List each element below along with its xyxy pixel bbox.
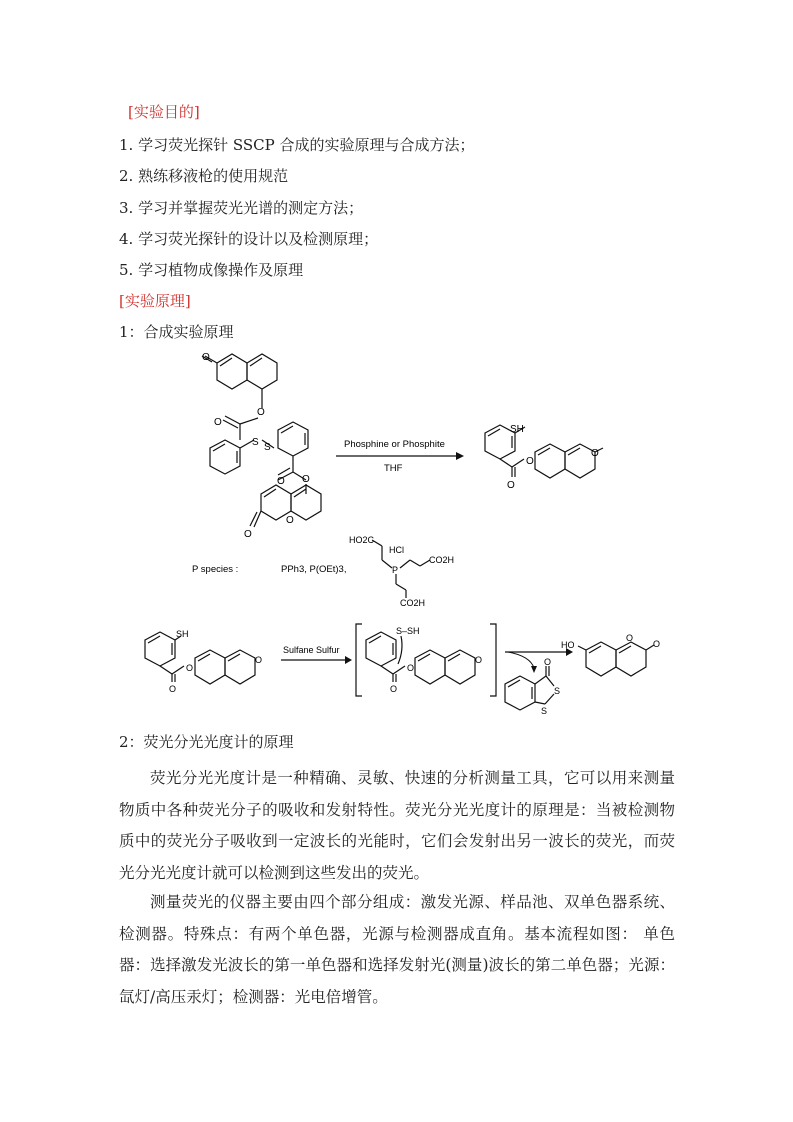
atom-o-4: O — [277, 476, 285, 487]
intermediate-structure — [366, 632, 475, 684]
reaction-arrowhead-2 — [345, 656, 352, 664]
tcep-p: P — [392, 565, 399, 575]
reagent-top: Phosphine or Phosphite — [344, 439, 445, 450]
intermediate-ssh: S–SH — [396, 626, 420, 636]
curved-arrow — [508, 652, 534, 668]
atom-o-3: O — [214, 417, 222, 428]
objective-item-4: 4. 学习荧光探针的设计以及检测原理； — [119, 230, 379, 248]
atom-o-6: O — [286, 515, 294, 526]
dimer-probe-structure — [202, 354, 321, 527]
hydroxycoumarin-structure — [578, 642, 654, 676]
objective-item-2: 2. 熟练移液枪的使用规范 — [119, 167, 289, 185]
scheme2-o-3: O — [255, 655, 263, 665]
tcep-co2h-right: CO2H — [429, 555, 455, 565]
objective-item-3: 3. 学习并掌握荧光光谱的测定方法； — [119, 199, 364, 217]
reaction-arrowhead-1 — [456, 452, 464, 460]
product-sscp-structure — [485, 425, 603, 478]
objective-item-5: 5. 学习植物成像操作及原理 — [119, 261, 304, 279]
bracket-left — [356, 624, 362, 696]
tcep-co2h-bottom: CO2H — [400, 598, 426, 608]
byproduct-structure — [505, 666, 554, 710]
atom-o-7: O — [244, 529, 252, 540]
atom-s-1: S — [252, 437, 259, 448]
synthesis-subheading: 1：合成实验原理 — [119, 323, 234, 341]
hydroxycoumarin-o-2: O — [653, 639, 661, 649]
byproduct-s-2: S — [541, 706, 548, 716]
scheme2-reactant — [145, 632, 255, 684]
paragraph-instrument-components: 测量荧光的仪器主要由四个部分组成：激发光源、样品池、双单色器系统、检测器。特殊点：有两个单色器，光源与检测器成直角。基本流程如图： 单色器：选择激发光波长的第一单色器和选择发射光(测量)波长的第二单色器；光源：氙灯/高压汞灯；检测器：光电倍增管。 — [119, 893, 675, 1006]
atom-o-1: O — [202, 352, 210, 363]
product-o-3: O — [591, 448, 599, 459]
product-o-2: O — [526, 456, 534, 467]
byproduct-s-1: S — [554, 686, 561, 696]
p-species-list: PPh3, P(OEt)3, — [281, 564, 347, 575]
tcep-hcl: HCl — [389, 545, 404, 555]
fluorometer-subheading: 2：荧光分光光度计的原理 — [119, 733, 294, 751]
intermediate-o-3: O — [475, 655, 483, 665]
curved-arrowhead — [531, 666, 537, 673]
objective-item-1: 1. 学习荧光探针 SSCP 合成的实验原理与合成方法； — [119, 136, 475, 154]
byproduct-o: O — [544, 657, 552, 667]
atom-o-5: O — [302, 474, 310, 485]
paragraph-fluorometer-principle: 荧光分光光度计是一种精确、灵敏、快速的分析测量工具，它可以用来测量物质中各种荧光分子的吸收和发射特性。荧光分光光度计的原理是：当被检测物质中的荧光分子吸收到一定波长的光能时，它们会发射出另一波长的荧光，而荧光分光光度计就可以检测到这些发出的荧光。 — [119, 769, 675, 882]
p-species-label: P species : — [192, 564, 239, 575]
principle-heading: [实验原理] — [119, 292, 191, 310]
product-sh: SH — [510, 424, 524, 435]
tcep-ho2c: HO2C — [349, 535, 375, 545]
hydroxycoumarin-o-1: O — [626, 633, 634, 643]
scheme2-reagent: Sulfane Sulfur — [283, 645, 340, 655]
product-o-1: O — [507, 480, 515, 491]
atom-o-2: O — [257, 407, 265, 418]
atom-s-2: S — [264, 442, 271, 453]
bracket-right — [490, 624, 496, 696]
intermediate-o-1: O — [407, 663, 415, 673]
hydroxycoumarin-ho: HO — [561, 640, 575, 650]
reagent-bottom: THF — [384, 463, 403, 474]
scheme2-o-1: O — [186, 663, 194, 673]
intermediate-o-2: O — [390, 684, 398, 694]
scheme2-sh: SH — [176, 629, 189, 639]
scheme2-o-2: O — [169, 684, 177, 694]
objectives-heading: [实验目的] — [128, 103, 200, 121]
